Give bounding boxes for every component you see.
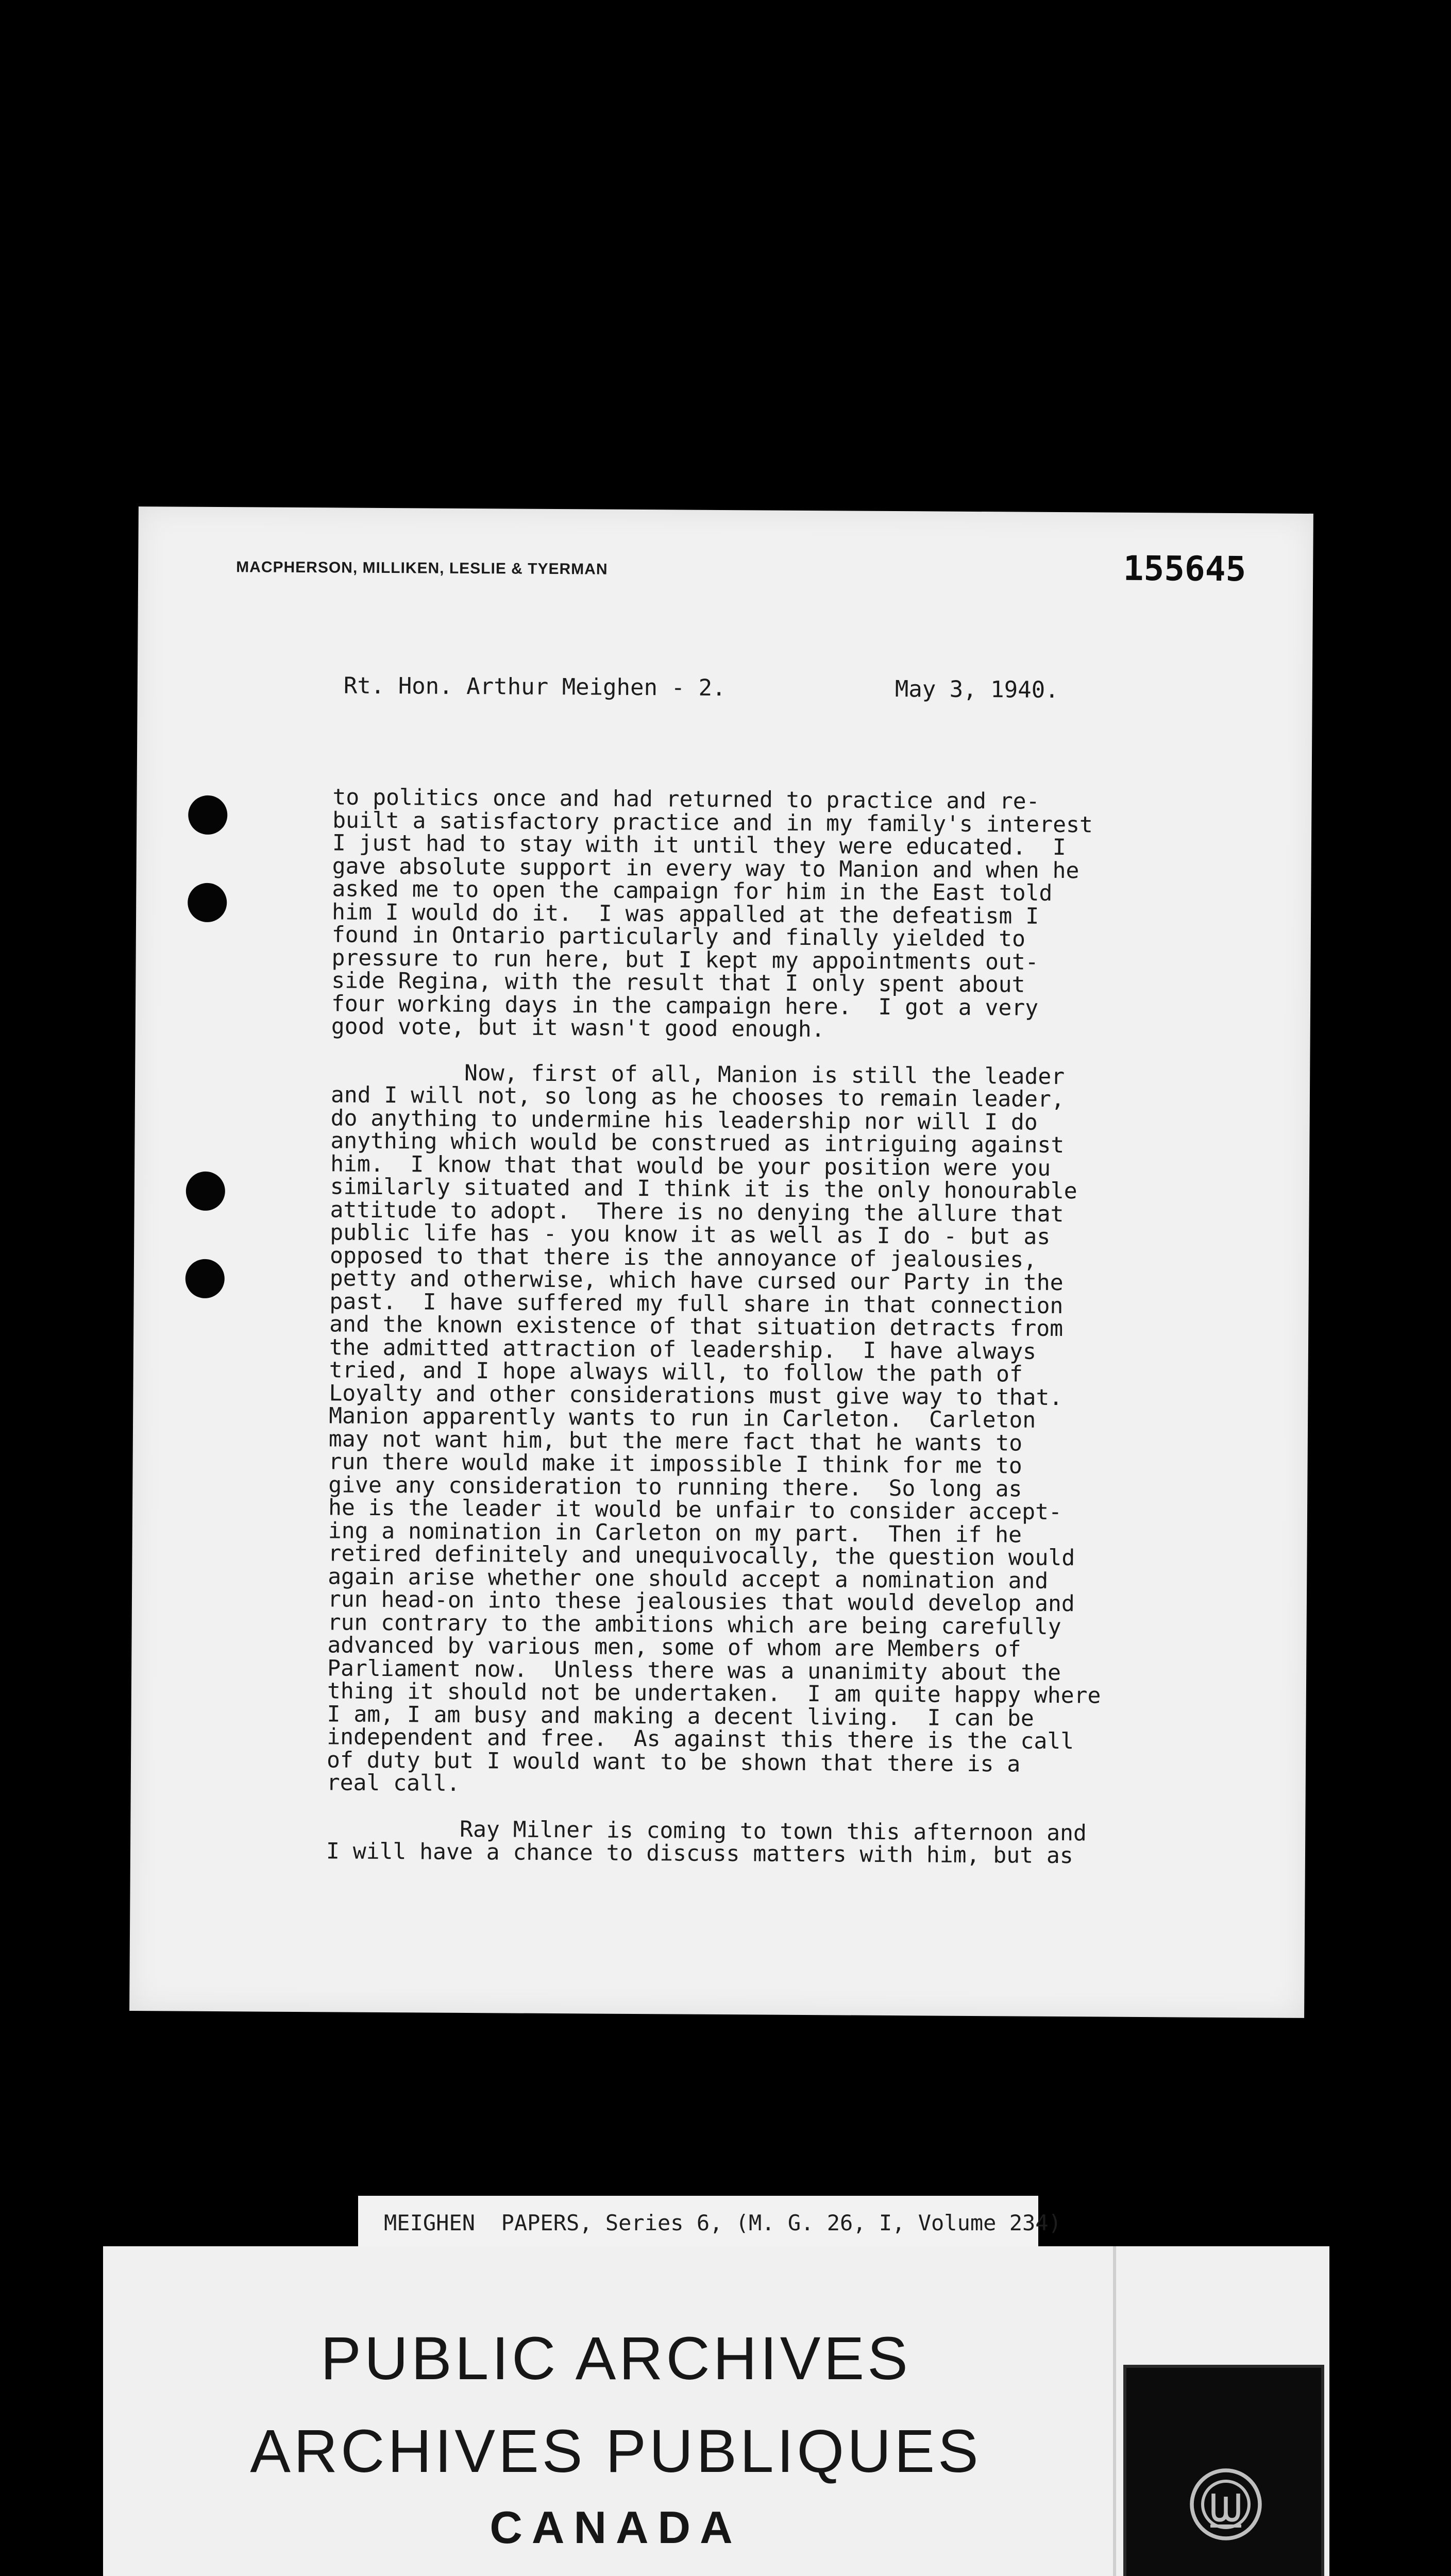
- letter-line: pressure to run here, but I kept my appointments out-: [331, 944, 1039, 975]
- letter-line: good vote, but it wasn't good enough.: [331, 1013, 825, 1043]
- letter-line: him. I know that that would be your position were you: [330, 1150, 1051, 1181]
- letter-body: [326, 786, 1260, 1891]
- letter-line: run contrary to the ambitions which are being carefully: [327, 1609, 1061, 1640]
- letter-line: petty and otherwise, which have cursed our Party in the: [329, 1265, 1064, 1296]
- letter-line: thing it should not be undertaken. I am quite happy where: [327, 1678, 1101, 1709]
- letter-line: opposed to that there is the annoyance of jealousies,: [329, 1242, 1037, 1273]
- letter-line: Parliament now. Unless there was a unanimity about the: [327, 1655, 1061, 1686]
- letter-line: advanced by various men, some of whom are Members of: [327, 1632, 1021, 1663]
- punch-hole-4: [185, 1259, 225, 1298]
- letter-line: I am, I am busy and making a decent living. I can be: [327, 1701, 1034, 1732]
- letter-line: I will have a chance to discuss matters with him, but as: [326, 1838, 1073, 1869]
- letter-line: gave absolute support in every way to Manion and when he: [332, 853, 1079, 884]
- letter-line: Ray Milner is coming to town this afternoon and: [326, 1815, 1087, 1846]
- letter-line: Now, first of all, Manion is still the leader: [331, 1059, 1065, 1090]
- letter-line: run there would make it impossible I think for me to: [328, 1449, 1022, 1479]
- letter-line: built a satisfactory practice and in my family's interest: [332, 807, 1093, 838]
- letter-line: again arise whether one should accept a nomination and: [328, 1563, 1049, 1594]
- letter-paragraph: [331, 786, 1260, 1043]
- letter-line: him I would do it. I was appalled at the defeatism I: [331, 899, 1039, 929]
- letter-line: and the known existence of that situation detracts from: [329, 1311, 1064, 1342]
- letter-date: May 3, 1940.: [895, 676, 1059, 703]
- letterhead-firm-name: MACPHERSON, MILLIKEN, LESLIE & TYERMAN: [236, 558, 608, 578]
- letter-line: Loyalty and other considerations must give way to that.: [329, 1380, 1063, 1411]
- letter-line: real call.: [326, 1770, 460, 1797]
- archives-emblem-icon: [1187, 2466, 1264, 2543]
- archive-title-english: PUBLIC ARCHIVES: [320, 2325, 911, 2393]
- letter-line: side Regina, with the result that I only spent about: [331, 968, 1025, 998]
- letter-paragraph: [327, 1061, 1259, 1800]
- letter-paragraph: [326, 1817, 1254, 1869]
- letter-line: do anything to undermine his leadership nor will I do: [330, 1105, 1038, 1136]
- letter-line: Manion apparently wants to run in Carleton. Carleton: [329, 1403, 1036, 1433]
- archive-country: CANADA: [490, 2502, 742, 2553]
- letter-line: tried, and I hope always will, to follow the path of: [329, 1357, 1023, 1387]
- letter-line: may not want him, but the mere fact that he wants to: [328, 1426, 1023, 1456]
- letter-line: and I will not, so long as he chooses to remain leader,: [330, 1082, 1065, 1113]
- letter-line: four working days in the campaign here. I got a very: [331, 990, 1039, 1021]
- series-label: MEIGHEN PAPERS, Series 6, (M. G. 26, I, Volume 234): [358, 2196, 1038, 2250]
- card-divider: [1113, 2246, 1116, 2576]
- letter-line: similarly situated and I think it is the only honourable: [330, 1174, 1077, 1205]
- punch-hole-2: [188, 883, 227, 922]
- archive-title-french: ARCHIVES PUBLIQUES: [250, 2417, 982, 2485]
- archive-card: [103, 2246, 1329, 2576]
- letter-line: anything which would be construed as intriguing against: [330, 1128, 1065, 1159]
- letter-line: the admitted attraction of leadership. I have always: [329, 1334, 1037, 1365]
- letter-line: attitude to adopt. There is no denying the allure that: [330, 1196, 1064, 1227]
- letter-line: to politics once and had returned to practice and re-: [332, 784, 1040, 815]
- letter-line: past. I have suffered my full share in that connection: [329, 1288, 1064, 1319]
- letter-line: found in Ontario particularly and finally yielded to: [331, 922, 1026, 952]
- letter-line: ing a nomination in Carleton on my part. Then if he: [328, 1517, 1022, 1548]
- letter-line: he is the leader it would be unfair to consider accept-: [328, 1495, 1062, 1526]
- letter-line: I just had to stay with it until they were educated. I: [332, 830, 1066, 861]
- letter-line: run head-on into these jealousies that would develop and: [327, 1586, 1075, 1617]
- letter-page: [129, 506, 1313, 2018]
- letter-line: public life has - you know it as well as I do - but as: [330, 1219, 1051, 1250]
- punch-hole-1: [188, 795, 227, 835]
- letter-line: retired definitely and unequivocally, the question would: [328, 1540, 1075, 1571]
- letter-line: independent and free. As against this there is the call: [327, 1724, 1074, 1755]
- letter-line: of duty but I would want to be shown that there is a: [326, 1747, 1021, 1777]
- page-reference: Rt. Hon. Arthur Meighen - 2.: [343, 672, 726, 702]
- letter-line: asked me to open the campaign for him in the East told: [332, 876, 1053, 906]
- archive-emblem-panel: [1123, 2365, 1324, 2576]
- document-number: 155645: [1123, 548, 1246, 589]
- punch-hole-3: [186, 1172, 225, 1211]
- letter-line: give any consideration to running there. So long as: [328, 1471, 1022, 1502]
